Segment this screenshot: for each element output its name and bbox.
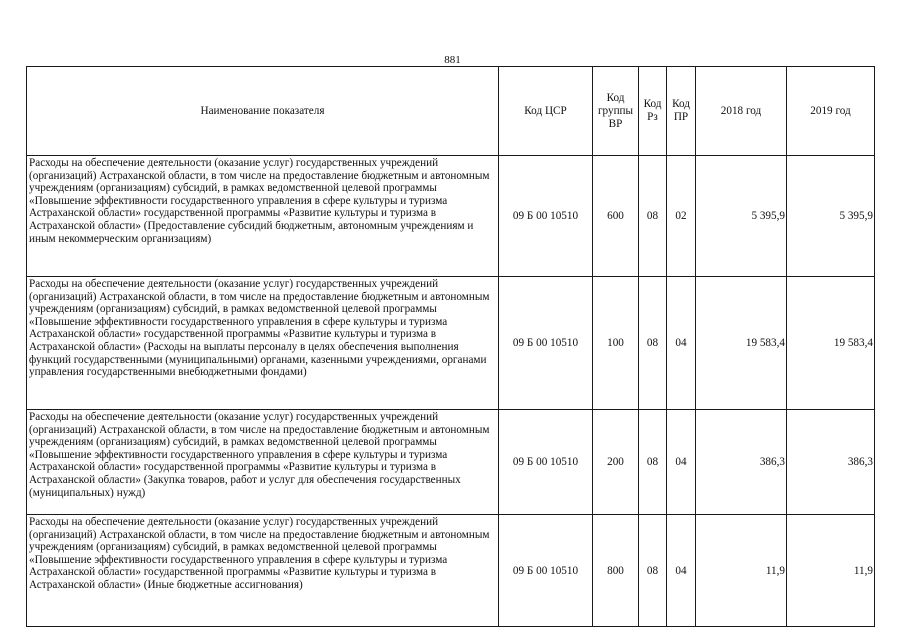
indicator-name-cell: Расходы на обеспечение деятельности (оказание услуг) государственных учреждений (организаций) Астраханской области, в том числе на предоставление бюджетным и автономным учреждениям (организациям) субсидий, в рамках ведомственной целевой программы «Повышение эффективности государственного управления в сфере культуры и туризма Астраханской области» государственной программы «Развитие культуры и туризма в Астраханской области» (Предоставление субсидий бюджетным, автономным учреждениям и иным некоммерческим организациям) [27, 156, 499, 277]
vr-code-cell: 800 [593, 515, 639, 627]
csr-code-cell: 09 Б 00 10510 [499, 410, 593, 515]
rz-code-cell: 08 [639, 410, 667, 515]
indicator-name-cell: Расходы на обеспечение деятельности (оказание услуг) государственных учреждений (организаций) Астраханской области, в том числе на предоставление бюджетным и автономным учреждениям (организациям) субсидий, в рамках ведомственной целевой программы «Повышение эффективности государственного управления в сфере культуры и туризма Астраханской области» государственной программы «Развитие культуры и туризма в Астраханской области» (Расходы на выплаты персоналу в целях обеспечения выполнения функций государственными (муниципальными) органами, казенными учреждениями, органами управления государственными внебюджетными фондами) [27, 277, 499, 410]
pr-code-cell: 02 [667, 156, 696, 277]
table-row [27, 410, 875, 515]
table-row [27, 156, 875, 277]
rz-code-cell: 08 [639, 156, 667, 277]
table-row [27, 515, 875, 627]
amount-2019-cell: 19 583,4 [787, 277, 875, 410]
header-year-2018: 2018 год [696, 67, 787, 156]
csr-code-cell: 09 Б 00 10510 [499, 156, 593, 277]
vr-code-cell: 200 [593, 410, 639, 515]
page-number: 881 [444, 54, 461, 66]
rz-code-cell: 08 [639, 277, 667, 410]
vr-code-cell: 100 [593, 277, 639, 410]
pr-code-cell: 04 [667, 410, 696, 515]
amount-2019-cell: 11,9 [787, 515, 875, 627]
amount-2019-cell: 5 395,9 [787, 156, 875, 277]
vr-code-cell: 600 [593, 156, 639, 277]
pr-code-cell: 04 [667, 277, 696, 410]
amount-2019-cell: 386,3 [787, 410, 875, 515]
indicator-name-cell: Расходы на обеспечение деятельности (оказание услуг) государственных учреждений (организаций) Астраханской области, в том числе на предоставление бюджетным и автономным учреждениям (организациям) субсидий, в рамках ведомственной целевой программы «Повышение эффективности государственного управления в сфере культуры и туризма Астраханской области» государственной программы «Развитие культуры и туризма в Астраханской области» (Иные бюджетные ассигнования) [27, 515, 499, 627]
header-year-2019: 2019 год [787, 67, 875, 156]
header-row [27, 67, 875, 156]
header-vr-code: Код группы ВР [593, 67, 639, 156]
pr-code-cell: 04 [667, 515, 696, 627]
indicator-name-cell: Расходы на обеспечение деятельности (оказание услуг) государственных учреждений (организаций) Астраханской области, в том числе на предоставление бюджетным и автономным учреждениям (организациям) субсидий, в рамках ведомственной целевой программы «Повышение эффективности государственного управления в сфере культуры и туризма Астраханской области» государственной программы «Развитие культуры и туризма в Астраханской области» (Закупка товаров, работ и услуг для обеспечения государственных (муниципальных) нужд) [27, 410, 499, 515]
csr-code-cell: 09 Б 00 10510 [499, 277, 593, 410]
amount-2018-cell: 11,9 [696, 515, 787, 627]
amount-2018-cell: 386,3 [696, 410, 787, 515]
header-pr-code: Код ПР [667, 67, 696, 156]
header-csr-code: Код ЦСР [499, 67, 593, 156]
header-rz-code: Код Рз [639, 67, 667, 156]
budget-table [26, 66, 875, 627]
rz-code-cell: 08 [639, 515, 667, 627]
amount-2018-cell: 19 583,4 [696, 277, 787, 410]
amount-2018-cell: 5 395,9 [696, 156, 787, 277]
header-indicator-name: Наименование показателя [27, 67, 499, 156]
csr-code-cell: 09 Б 00 10510 [499, 515, 593, 627]
table-row [27, 277, 875, 410]
